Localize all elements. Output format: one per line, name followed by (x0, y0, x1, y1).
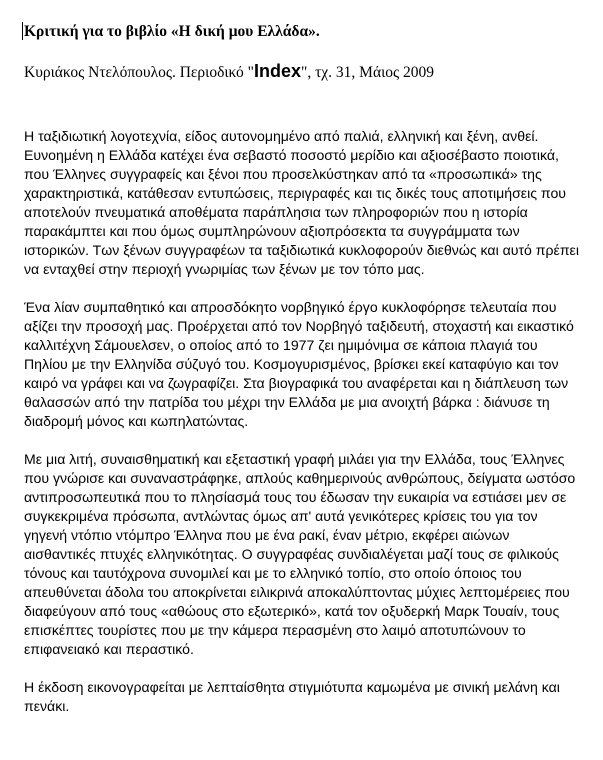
page-title: Κριτική για το βιβλίο «Η δική μου Ελλάδα». (24, 23, 320, 40)
article-paragraph: Με μια λιτή, συναισθηματική και εξεταστική γραφή μιλάει για την Ελλάδα, τους Έλληνες που γνώρισε και συναναστράφηκε, απλούς καθημερινούς ανθρώπους, δείγματα ωστόσο αντιπροσωπευτικά που το πλησίασμά τους του έδωσαν την ευκαιρία να εστιάσει μεν σε συγκεκριμένα πρόσωπα, αντλώντας όμως απ' αυτά γενικότερες κρίσεις του για τον γηγενή ντόπιο ντόμπρο Έλληνα που με ένα ρακί, έναν μέτριο, εκφέρει αιώνων αισθαντικές πτυχές ελληνικότητας. Ο συγγραφέας συνδιαλέγεται μαζί τους σε φιλικούς τόνους και ταυτόχρονα συνομιλεί και με το ελληνικό τοπίο, στο οποίο όποιος του απευθύνεται άδολα του αποκρίνεται ειλικρινά αποκαλύπτοντας μύχιες λεπτομέρειες που διαφεύγουν από τους «αθώους στο εξωτερικό», κατά τον οξυδερκή Μαρκ Τουαίν, τους επισκέπτες τουρίστες που με την κάμερα περασμένη στο λαιμό αποτυπώνουν το επιφανειακό και περαστικό. (24, 451, 576, 657)
article-paragraph: Ένα λίαν συμπαθητικό και απροσδόκητο νορβηγικό έργο κυκλοφόρησε τελευταία που αξίζει την προσοχή μας. Προέρχεται από τον Νορβηγό ταξιδευτή, στοχαστή και εικαστικό καλλιτέχνη Σάμουελσεν, ο οποίος από το 1977 ζει ημιμόνιμα σε κάποια πλαγιά του Πηλίου με την Ελληνίδα σύζυγό του. Κοσμογυρισμένος, βρίσκει εκεί καταφύγιο και τον καιρό να γράφει και να ζωγραφίζει. Στα βιογραφικά του αναφέρεται και η διάπλευση των θαλασσών από την πατρίδα του μέχρι την Ελλάδα με μια ανοιχτή βάρκα : διάνυσε τη διαδρομή μόνος και κωπηλατώντας. (24, 299, 574, 429)
article-body (24, 127, 584, 716)
article-paragraph: Η έκδοση εικονογραφείται με λεπταίσθητα στιγμιότυπα καμωμένα με σινική μελάνη και πενάκι. (24, 679, 560, 714)
article-paragraph: Η ταξιδιωτική λογοτεχνία, είδος αυτονομημένο από παλιά, ελληνική και ξένη, ανθεί. Ευνοημένη η Ελλάδα κατέχει ένα σεβαστό ποσοστό μερίδιο και αξιοσέβαστο ποιοτικά, που Έλληνες συγγραφείς και ξένοι που προσελκύστηκαν από τα «προσωπικά» της χαρακτηριστικά, κατάθεσαν εντυπώσεις, περιγραφές και τις δικές τους αποτιμήσεις που αποτελούν πνευματικά αποθέματα παράπλησια των πληροφοριών που η ιστορία παρακάμπτει και που όμως συμπληρώνουν αξιοπρόσεκτα τα συγγράμματα των ιστορικών. Των ξένων συγγραφέων τα ταξιδιωτικά κυκλοφορούν διεθνώς και αυτό πρέπει να ενταχθεί στην περιοχή γνωριμίας των ξένων με τον τόπο μας. (24, 128, 579, 277)
text-cursor (22, 22, 23, 40)
byline (24, 60, 434, 84)
magazine-name: Index (253, 61, 301, 81)
byline-issue-suffix: ", τχ. 31, Μάιος 2009 (301, 64, 435, 81)
byline-author-prefix: Κυριάκος Ντελόπουλος. Περιοδικό " (24, 64, 254, 81)
